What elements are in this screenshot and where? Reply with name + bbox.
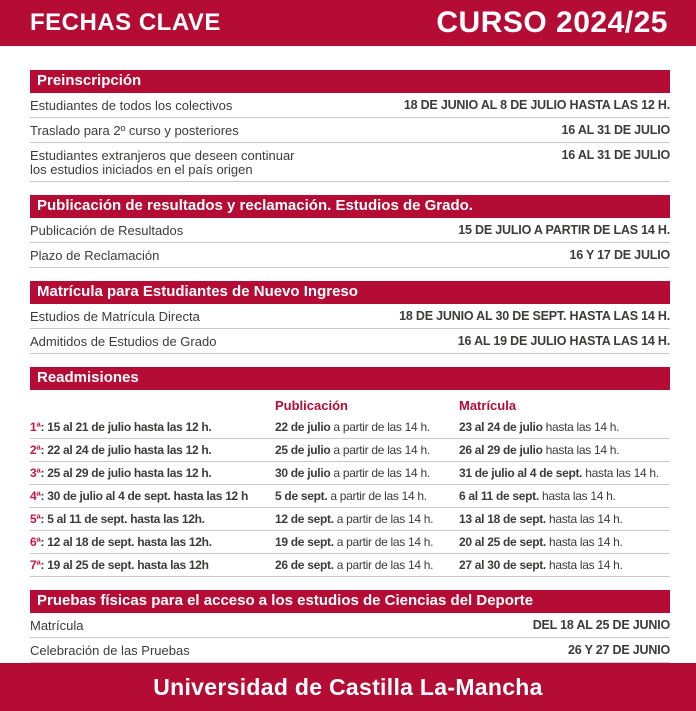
readmission-period: 6ª: 12 al 18 de sept. hasta las 12h. <box>30 535 212 549</box>
readmission-row <box>30 531 670 554</box>
publication-cell <box>275 512 459 527</box>
publication-cell <box>275 443 459 458</box>
matricula-time: hasta las 14 h. <box>545 558 623 572</box>
matricula-cell <box>459 443 670 458</box>
section-title-bar <box>30 590 670 613</box>
publication-date: 5 de sept. <box>275 489 328 503</box>
matricula-date: 26 al 29 de julio <box>459 443 543 457</box>
table-row <box>30 613 670 638</box>
row-label: Admitidos de Estudios de Grado <box>30 334 217 349</box>
content <box>0 46 696 663</box>
readmission-period: 5ª: 5 al 11 de sept. hasta las 12h. <box>30 512 205 526</box>
column-header-spacer <box>30 398 275 413</box>
section-title-bar <box>30 281 670 304</box>
readmission-period: 2ª: 22 al 24 de julio hasta las 12 h. <box>30 443 212 457</box>
row-label: Matrícula <box>30 618 84 633</box>
section-pruebas-fisicas <box>30 590 670 663</box>
section-title: Preinscripción <box>37 72 142 89</box>
row-value: 16 Y 17 DE JULIO <box>569 248 670 262</box>
readmission-number: 6ª <box>30 535 41 549</box>
readmission-row <box>30 554 670 577</box>
table-row <box>30 143 670 182</box>
publication-time: a partir de las 14 h. <box>330 466 430 480</box>
matricula-time: hasta las 14 h. <box>582 466 659 480</box>
course-title: CURSO 2024/25 <box>436 6 668 39</box>
matricula-date: 13 al 18 de sept. <box>459 512 546 526</box>
university-name: Universidad de Castilla La-Mancha <box>153 673 543 700</box>
readmission-number: 4ª <box>30 489 41 503</box>
page-title: FECHAS CLAVE <box>30 9 221 36</box>
publication-date: 26 de sept. <box>275 558 334 572</box>
row-value: DEL 18 AL 25 DE JUNIO <box>532 618 670 632</box>
column-header-publicacion: Publicación <box>275 398 348 413</box>
section-title: Matrícula para Estudiantes de Nuevo Ingreso <box>37 283 358 300</box>
publication-time: a partir de las 14 h. <box>327 489 427 503</box>
table-row <box>30 243 670 268</box>
section-title: Publicación de resultados y reclamación. Estudios de Grado. <box>37 197 473 214</box>
row-label: Celebración de las Pruebas <box>30 643 190 658</box>
table-row <box>30 218 670 243</box>
table-row <box>30 118 670 143</box>
readmission-number: 7ª <box>30 558 41 572</box>
matricula-cell <box>459 466 670 481</box>
readmission-number: 5ª <box>30 512 41 526</box>
section-title: Readmisiones <box>37 369 139 386</box>
row-label: Estudiantes de todos los colectivos <box>30 98 233 113</box>
row-value: 16 AL 19 DE JULIO HASTA LAS 14 H. <box>457 334 670 348</box>
publication-time: a partir de las 14 h. <box>330 443 430 457</box>
table-row <box>30 93 670 118</box>
matricula-date: 23 al 24 de julio <box>459 420 543 434</box>
row-value: 15 DE JULIO A PARTIR DE LAS 14 H. <box>458 223 670 237</box>
row-label-line1: Estudiantes extranjeros que deseen continuar <box>30 148 295 163</box>
matricula-cell <box>459 535 670 550</box>
row-value: 16 AL 31 DE JULIO <box>561 148 670 162</box>
row-value: 18 DE JUNIO AL 30 DE SEPT. HASTA LAS 14 H. <box>399 309 670 323</box>
matricula-date: 20 al 25 de sept. <box>459 535 546 549</box>
row-label: Traslado para 2º curso y posteriores <box>30 123 239 138</box>
publication-cell <box>275 489 459 504</box>
footer-bar <box>0 663 696 711</box>
section-title-bar <box>30 367 670 390</box>
row-value: 26 Y 27 DE JUNIO <box>568 643 670 657</box>
readmission-period: 7ª: 19 al 25 de sept. hasta las 12h <box>30 558 209 572</box>
publication-time: a partir de las 14 h. <box>333 512 434 526</box>
matricula-time: hasta las 14 h. <box>538 489 616 503</box>
readmission-number: 1ª <box>30 420 41 434</box>
row-label-line2: los estudios iniciados en el país origen <box>30 162 253 177</box>
publication-cell <box>275 420 459 435</box>
matricula-time: hasta las 14 h. <box>542 443 620 457</box>
readmission-period: 3ª: 25 al 29 de julio hasta las 12 h. <box>30 466 212 480</box>
readmission-row <box>30 508 670 531</box>
column-header-matricula: Matrícula <box>459 398 517 413</box>
readmission-row <box>30 416 670 439</box>
section-title: Pruebas físicas para el acceso a los estudios de Ciencias del Deporte <box>37 592 534 609</box>
section-publicacion-resultados <box>30 195 670 268</box>
section-preinscripcion <box>30 70 670 182</box>
matricula-cell <box>459 512 670 527</box>
readmission-period: 4ª: 30 de julio al 4 de sept. hasta las 12 h <box>30 489 249 503</box>
readmisiones-column-headers <box>30 390 670 416</box>
table-row <box>30 638 670 663</box>
section-title-bar <box>30 70 670 93</box>
publication-time: a partir de las 14 h. <box>330 420 430 434</box>
readmission-period: 1ª: 15 al 21 de julio hasta las 12 h. <box>30 420 212 434</box>
table-row <box>30 329 670 354</box>
row-value: 16 AL 31 DE JULIO <box>561 123 670 137</box>
matricula-cell <box>459 420 670 435</box>
publication-cell <box>275 535 459 550</box>
publication-date: 19 de sept. <box>275 535 334 549</box>
publication-date: 30 de julio <box>275 466 331 480</box>
publication-date: 22 de julio <box>275 420 331 434</box>
row-value: 18 DE JUNIO AL 8 DE JULIO HASTA LAS 12 H. <box>403 98 670 112</box>
readmission-row <box>30 485 670 508</box>
section-readmisiones <box>30 367 670 577</box>
publication-time: a partir de las 14 h. <box>333 558 434 572</box>
section-matricula-nuevo-ingreso <box>30 281 670 354</box>
row-label <box>30 148 295 177</box>
matricula-time: hasta las 14 h. <box>545 512 623 526</box>
matricula-date: 31 de julio al 4 de sept. <box>459 466 583 480</box>
publication-time: a partir de las 14 h. <box>333 535 434 549</box>
publication-date: 12 de sept. <box>275 512 334 526</box>
matricula-date: 27 al 30 de sept. <box>459 558 546 572</box>
publication-cell <box>275 466 459 481</box>
row-label: Publicación de Resultados <box>30 223 184 238</box>
header-bar <box>0 0 696 46</box>
matricula-cell <box>459 489 670 504</box>
row-label: Estudios de Matrícula Directa <box>30 309 200 324</box>
matricula-time: hasta las 14 h. <box>545 535 623 549</box>
readmission-number: 2ª <box>30 443 41 457</box>
publication-cell <box>275 558 459 573</box>
section-title-bar <box>30 195 670 218</box>
readmission-number: 3ª <box>30 466 41 480</box>
publication-date: 25 de julio <box>275 443 331 457</box>
matricula-cell <box>459 558 670 573</box>
readmission-row <box>30 462 670 485</box>
matricula-time: hasta las 14 h. <box>542 420 620 434</box>
readmission-row <box>30 439 670 462</box>
row-label: Plazo de Reclamación <box>30 248 160 263</box>
table-row <box>30 304 670 329</box>
matricula-date: 6 al 11 de sept. <box>459 489 539 503</box>
